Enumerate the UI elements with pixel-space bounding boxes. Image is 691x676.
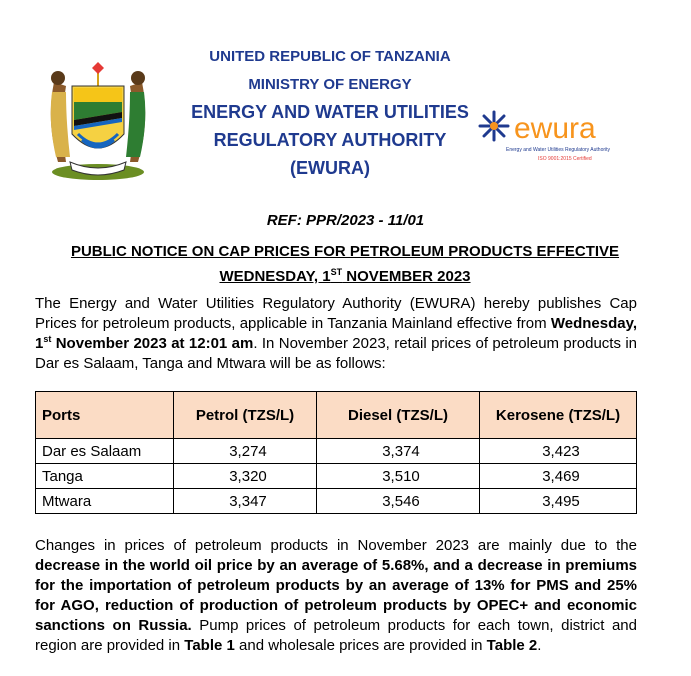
header-ministry: MINISTRY OF ENERGY [248, 76, 412, 93]
changes-text-1: Changes in prices of petroleum products in November 2023 are mainly due to the [35, 537, 637, 554]
table-row [36, 439, 637, 464]
header-kerosene: Kerosene (TZS/L) [480, 392, 637, 439]
ewura-logo [476, 104, 636, 164]
table-header-row [36, 392, 637, 439]
intro-effective-day: Wednesday, 1 [35, 315, 637, 352]
table1-reference: Table 1 [184, 637, 235, 654]
port-cell: Mtwara [36, 489, 174, 514]
kerosene-price-cell: 3,495 [480, 489, 637, 514]
header-diesel: Diesel (TZS/L) [317, 392, 480, 439]
intro-effective-time: November 2023 at 12:01 am [51, 335, 254, 352]
notice-title-line1: PUBLIC NOTICE ON CAP PRICES FOR PETROLEUM PRODUCTS EFFECTIVE [70, 243, 620, 260]
notice-title-month: NOVEMBER 2023 [342, 268, 471, 285]
coat-of-arms-emblem [36, 62, 160, 182]
reference-number: REF: PPR/2023 - 11/01 [266, 212, 425, 229]
logo-tagline: Energy and Water Utilities Regulatory Authority [506, 147, 611, 153]
intro-text-1: The Energy and Water Utilities Regulatory Authority (EWURA) hereby publishes Cap Prices for petroleum products, applicable in Tanzania Mainland effective from [35, 295, 637, 332]
table-row [36, 489, 637, 514]
port-cell: Tanga [36, 464, 174, 489]
notice-title-day: WEDNESDAY, 1 [219, 268, 331, 285]
retail-prices-table [35, 391, 637, 514]
logo-wordmark: ewura [514, 112, 596, 145]
petrol-price-cell: 3,347 [174, 489, 317, 514]
diesel-price-cell: 3,374 [317, 439, 480, 464]
header-authority-line1: ENERGY AND WATER UTILITIES [191, 102, 469, 122]
changes-text-2: Pump prices of petroleum products for each town, district and region are provided in [35, 617, 637, 654]
header-authority-line2: REGULATORY AUTHORITY [213, 130, 447, 150]
header-ports: Ports [36, 392, 174, 439]
kerosene-price-cell: 3,423 [480, 439, 637, 464]
changes-text-4: . [537, 637, 542, 654]
header-country: UNITED REPUBLIC OF TANZANIA [209, 48, 451, 65]
changes-reasons: decrease in the world oil price by an average of 5.68%, and a decrease in premiums for the importation of petroleum products by an average of 13% for PMS and 25% for AGO, reduction of production of petroleum products by OPEC+ and economic sanctions on Russia. [35, 557, 637, 634]
notice-title-ordinal: ST [330, 267, 343, 277]
intro-effective-ordinal: st [43, 334, 52, 344]
intro-paragraph [35, 294, 637, 374]
petrol-price-cell: 3,320 [174, 464, 317, 489]
header-acronym: (EWURA) [290, 158, 370, 178]
kerosene-price-cell: 3,469 [480, 464, 637, 489]
table-row [36, 464, 637, 489]
notice-title [30, 242, 660, 287]
changes-paragraph [35, 536, 637, 656]
diesel-price-cell: 3,546 [317, 489, 480, 514]
logo-certification: ISO 9001:2015 Certified [538, 156, 592, 162]
header-petrol: Petrol (TZS/L) [174, 392, 317, 439]
table2-reference: Table 2 [486, 637, 538, 654]
diesel-price-cell: 3,510 [317, 464, 480, 489]
petrol-price-cell: 3,274 [174, 439, 317, 464]
intro-text-2: . In November 2023, retail prices of petroleum products in Dar es Salaam, Tanga and Mtwara will be as follows: [35, 335, 638, 372]
changes-text-3: and wholesale prices are provided in [234, 637, 487, 654]
port-cell: Dar es Salaam [36, 439, 174, 464]
